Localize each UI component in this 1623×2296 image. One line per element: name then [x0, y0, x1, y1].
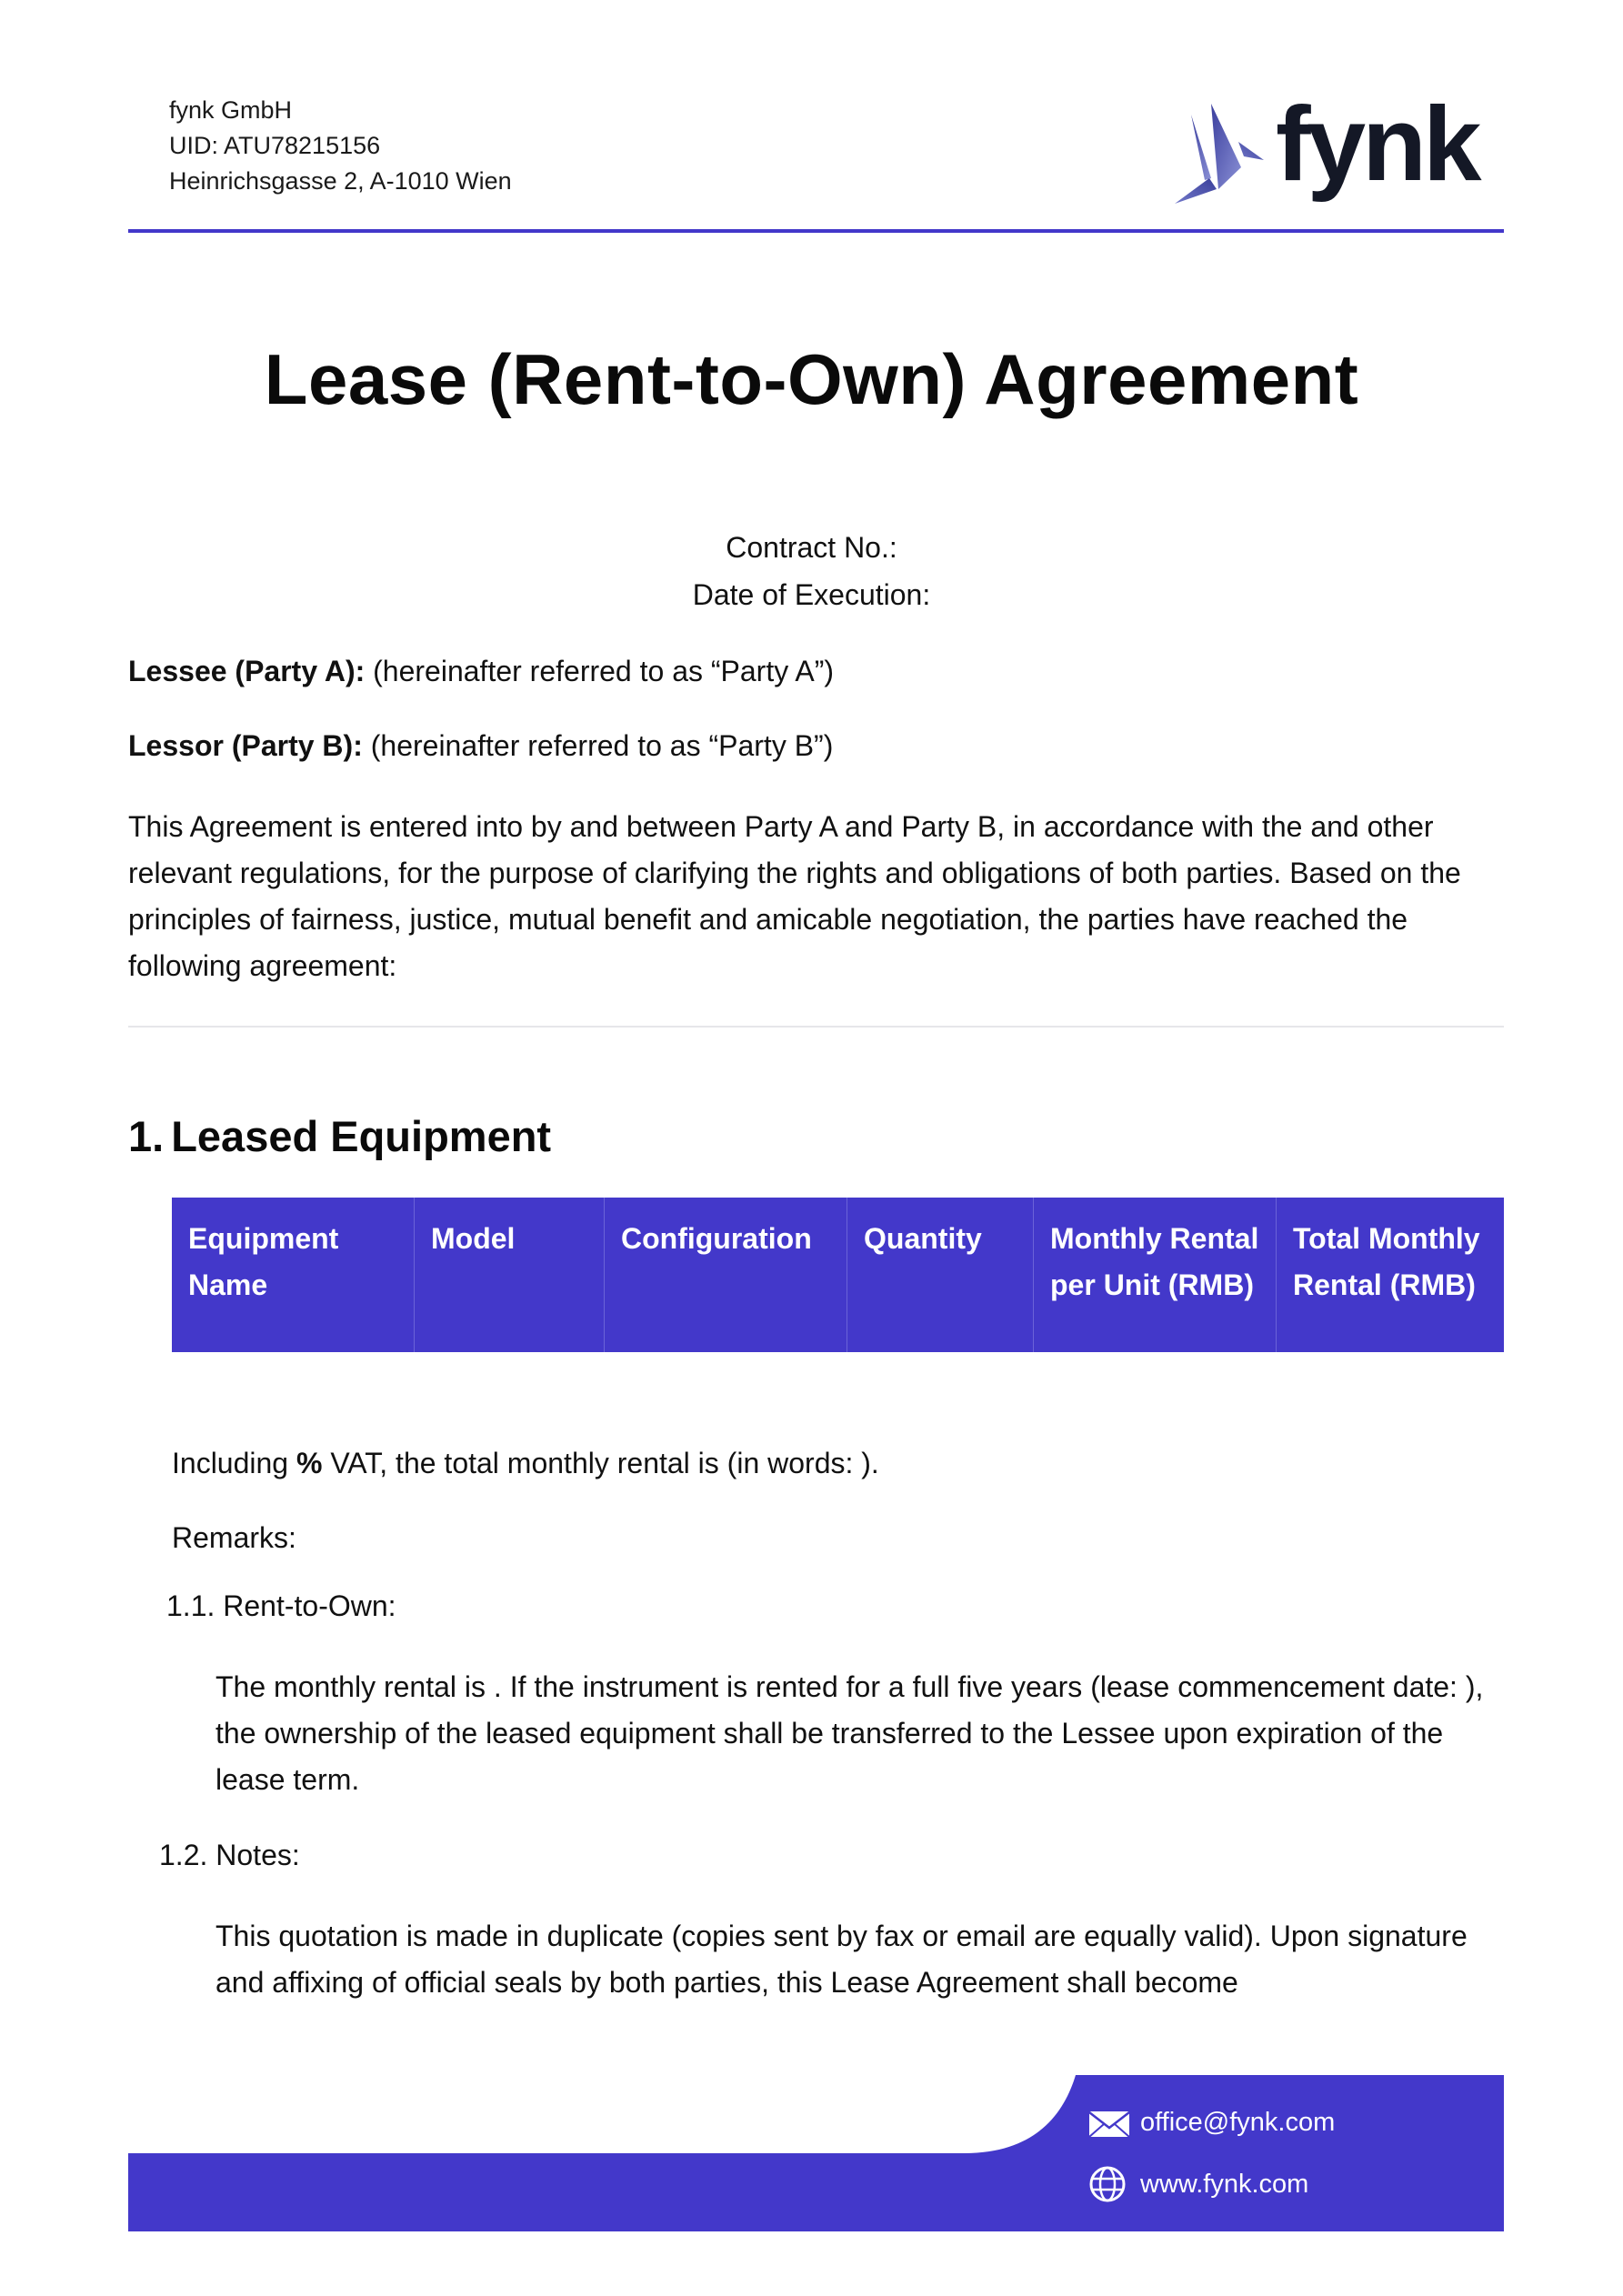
section-heading	[128, 1111, 551, 1161]
party-a-line	[128, 655, 834, 688]
contract-number-label: Contract No.:	[726, 531, 897, 564]
party-b-label: Lessor (Party B):	[128, 729, 363, 762]
globe-icon	[1087, 2164, 1131, 2204]
party-b-line	[128, 729, 833, 763]
subsection-title: Notes:	[215, 1839, 300, 1871]
footer-shape	[128, 2075, 1504, 2231]
footer-email-text: office@fynk.com	[1140, 2107, 1336, 2137]
equipment-table	[172, 1198, 1504, 1352]
footer-email-link[interactable]	[1087, 2102, 1335, 2142]
party-a-text: (hereinafter referred to as “Party A”)	[373, 655, 834, 687]
intro-paragraph: This Agreement is entered into by and between Party A and Party B, in accordance with the and other relevant regulations, for the purpose of clarifying the rights and obligations of both parties. Based on the principles of fairness, justice, mutual benefit and amicable negotiation, the parties have reached the following agreement:	[128, 810, 1461, 982]
section-divider	[128, 1026, 1504, 1028]
subsection-number: 1.1.	[166, 1589, 215, 1622]
remarks-label: Remarks:	[172, 1521, 296, 1554]
header-divider	[128, 229, 1504, 233]
fynk-logo	[1155, 87, 1518, 206]
subsection-1-1-body: The monthly rental is . If the instrument is rented for a full five years (lease commencement date: ), the ownership of the leased equipment shall be transferred to the Lessee upon expiration of the lease term.	[215, 1670, 1484, 1796]
col-quantity: Quantity	[847, 1198, 1034, 1352]
subsection-1-2-heading	[159, 1839, 300, 1872]
col-equipment-name: Equipment Name	[188, 1222, 339, 1301]
subsection-number: 1.2.	[159, 1839, 208, 1871]
party-b-text: (hereinafter referred to as “Party B”)	[370, 729, 834, 762]
vat-percent: %	[296, 1447, 323, 1479]
envelope-icon	[1087, 2102, 1131, 2142]
logo-wordmark: fynk	[1276, 85, 1478, 203]
vat-line	[172, 1440, 879, 1487]
document-title: Lease (Rent-to-Own) Agreement	[264, 339, 1359, 419]
vat-text-pre: Including	[172, 1447, 296, 1479]
footer-band	[128, 2075, 1504, 2231]
party-a-label: Lessee (Party A):	[128, 655, 366, 687]
subsection-title: Rent-to-Own:	[223, 1589, 396, 1622]
company-uid: UID: ATU78215156	[169, 132, 381, 159]
col-model: Model	[415, 1198, 605, 1352]
col-configuration: Configuration	[605, 1198, 847, 1352]
company-info	[169, 93, 512, 199]
origami-bird-icon	[1155, 87, 1273, 206]
footer-website-link[interactable]	[1087, 2164, 1308, 2204]
section-title: Leased Equipment	[171, 1112, 552, 1160]
table-header-row	[172, 1198, 1504, 1352]
subsection-1-2-body: This quotation is made in duplicate (copies sent by fax or email are equally valid). Upon signature and affixing of official seals by both parties, this Lease Agreement shall become	[215, 1920, 1468, 1999]
subsection-1-1-heading	[166, 1589, 396, 1623]
col-monthly-rental-per-unit: Monthly Rental per Unit (RMB)	[1034, 1198, 1277, 1352]
company-name: fynk GmbH	[169, 96, 293, 124]
footer-website-text: www.fynk.com	[1140, 2169, 1309, 2199]
company-address: Heinrichsgasse 2, A-1010 Wien	[169, 167, 512, 195]
vat-text-post: VAT, the total monthly rental is (in words: ).	[322, 1447, 879, 1479]
section-number: 1.	[128, 1112, 165, 1160]
execution-date-label: Date of Execution:	[692, 578, 931, 611]
col-total-monthly-rental: Total Monthly Rental (RMB)	[1277, 1198, 1505, 1352]
